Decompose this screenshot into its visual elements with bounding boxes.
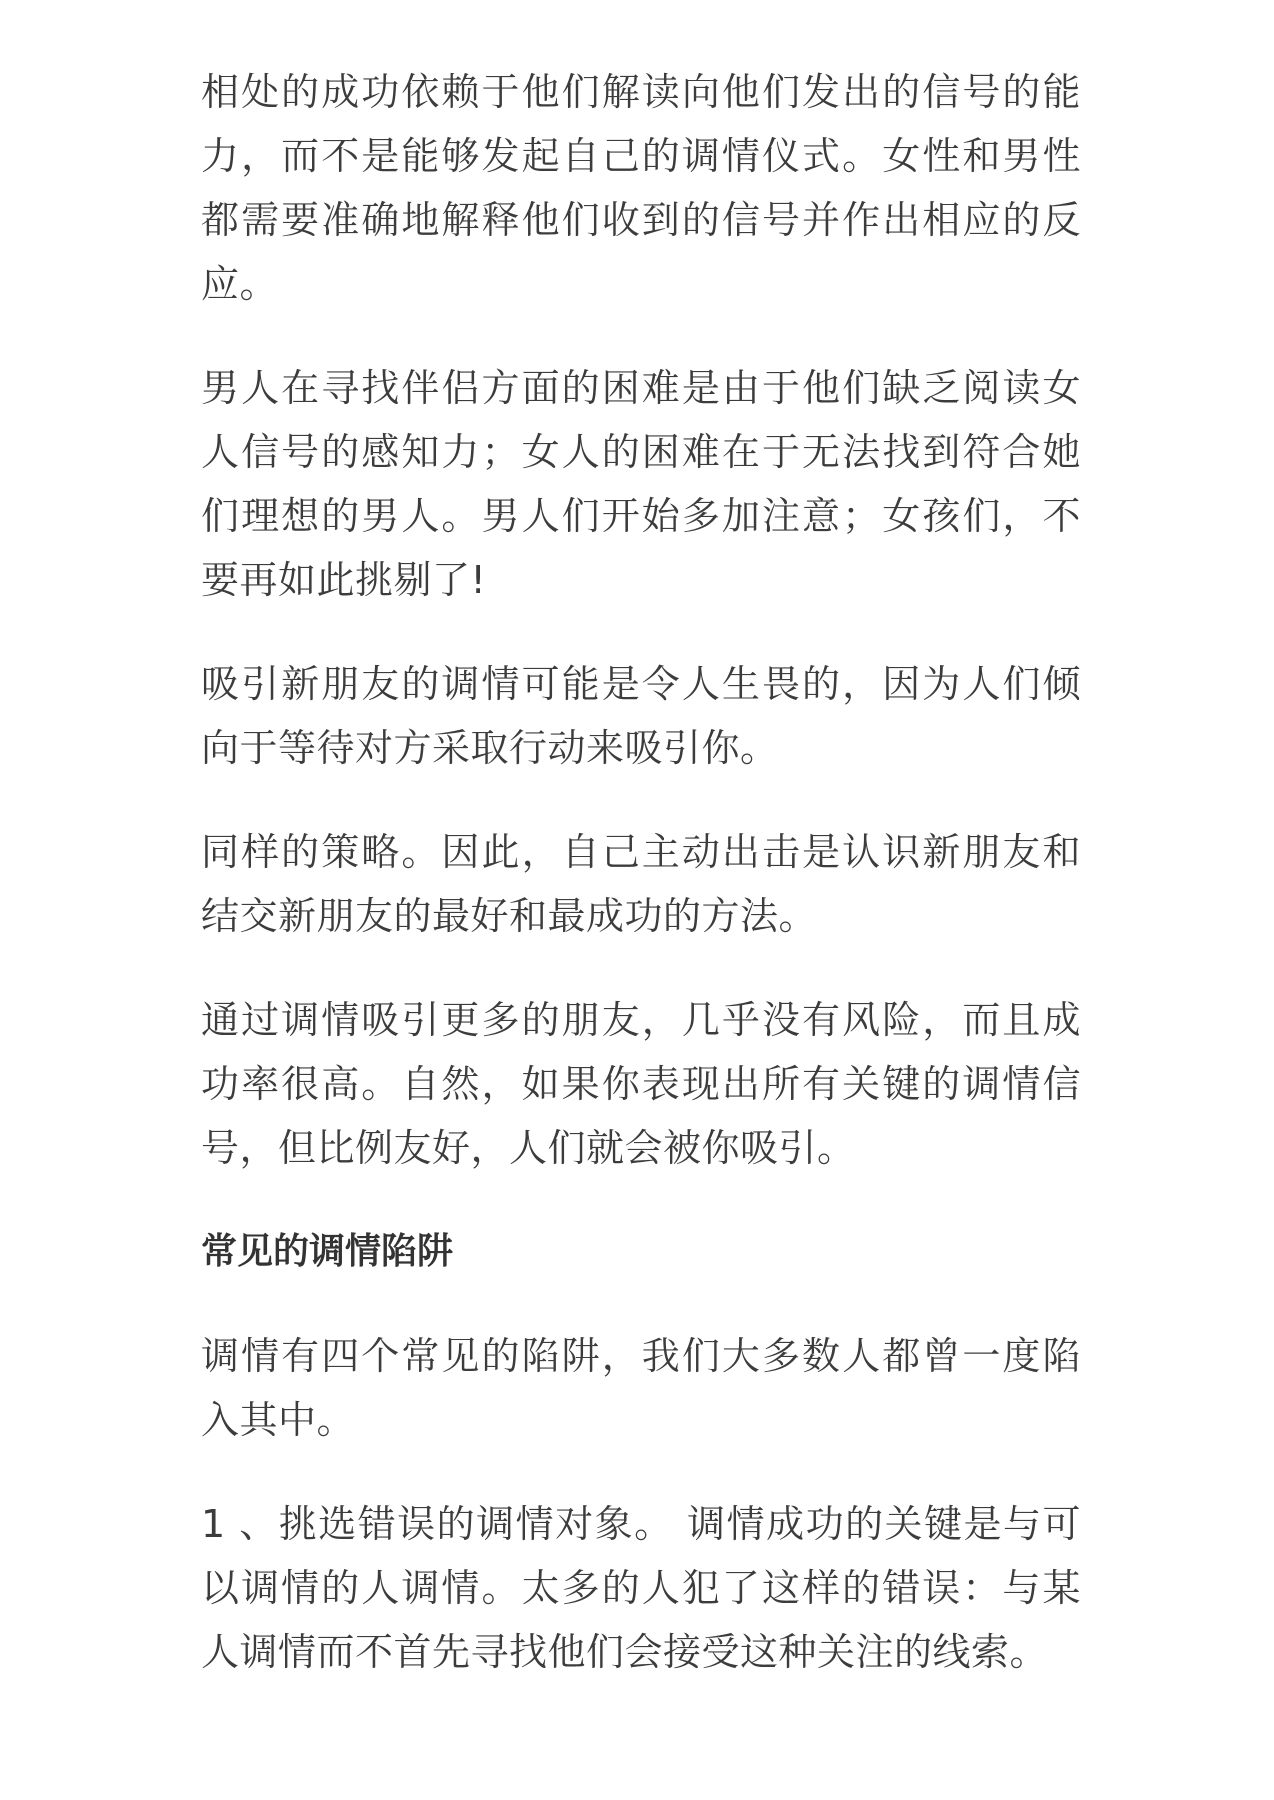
paragraph: 男人在寻找伴侣方面的困难是由于他们缺乏阅读女人信号的感知力；女人的困难在于无法找到符合她们理想的男人。男人们开始多加注意；女孩们，不要再如此挑剔了! [201, 366, 1081, 602]
paragraph: 通过调情吸引更多的朋友，几乎没有风险，而且成功率很高。自然，如果你表现出所有关键的调情信号，但比例友好，人们就会被你吸引。 [201, 998, 1081, 1170]
paragraph: 同样的策略。因此，自己主动出击是认识新朋友和结交新朋友的最好和最成功的方法。 [201, 830, 1081, 938]
paragraph: 相处的成功依赖于他们解读向他们发出的信号的能力，而不是能够发起自己的调情仪式。女性和男性都需要准确地解释他们收到的信号并作出相应的反应。 [201, 70, 1081, 306]
paragraph: 1 、挑选错误的调情对象。 调情成功的关键是与可以调情的人调情。太多的人犯了这样的错误：与某人调情而不首先寻找他们会接受这种关注的线索。 [201, 1502, 1081, 1674]
section-heading: 常见的调情陷阱 [201, 1231, 454, 1272]
paragraph: 调情有四个常见的陷阱，我们大多数人都曾一度陷入其中。 [201, 1334, 1081, 1442]
article-body [201, 60, 1081, 1724]
paragraph: 吸引新朋友的调情可能是令人生畏的，因为人们倾向于等待对方采取行动来吸引你。 [201, 662, 1081, 770]
